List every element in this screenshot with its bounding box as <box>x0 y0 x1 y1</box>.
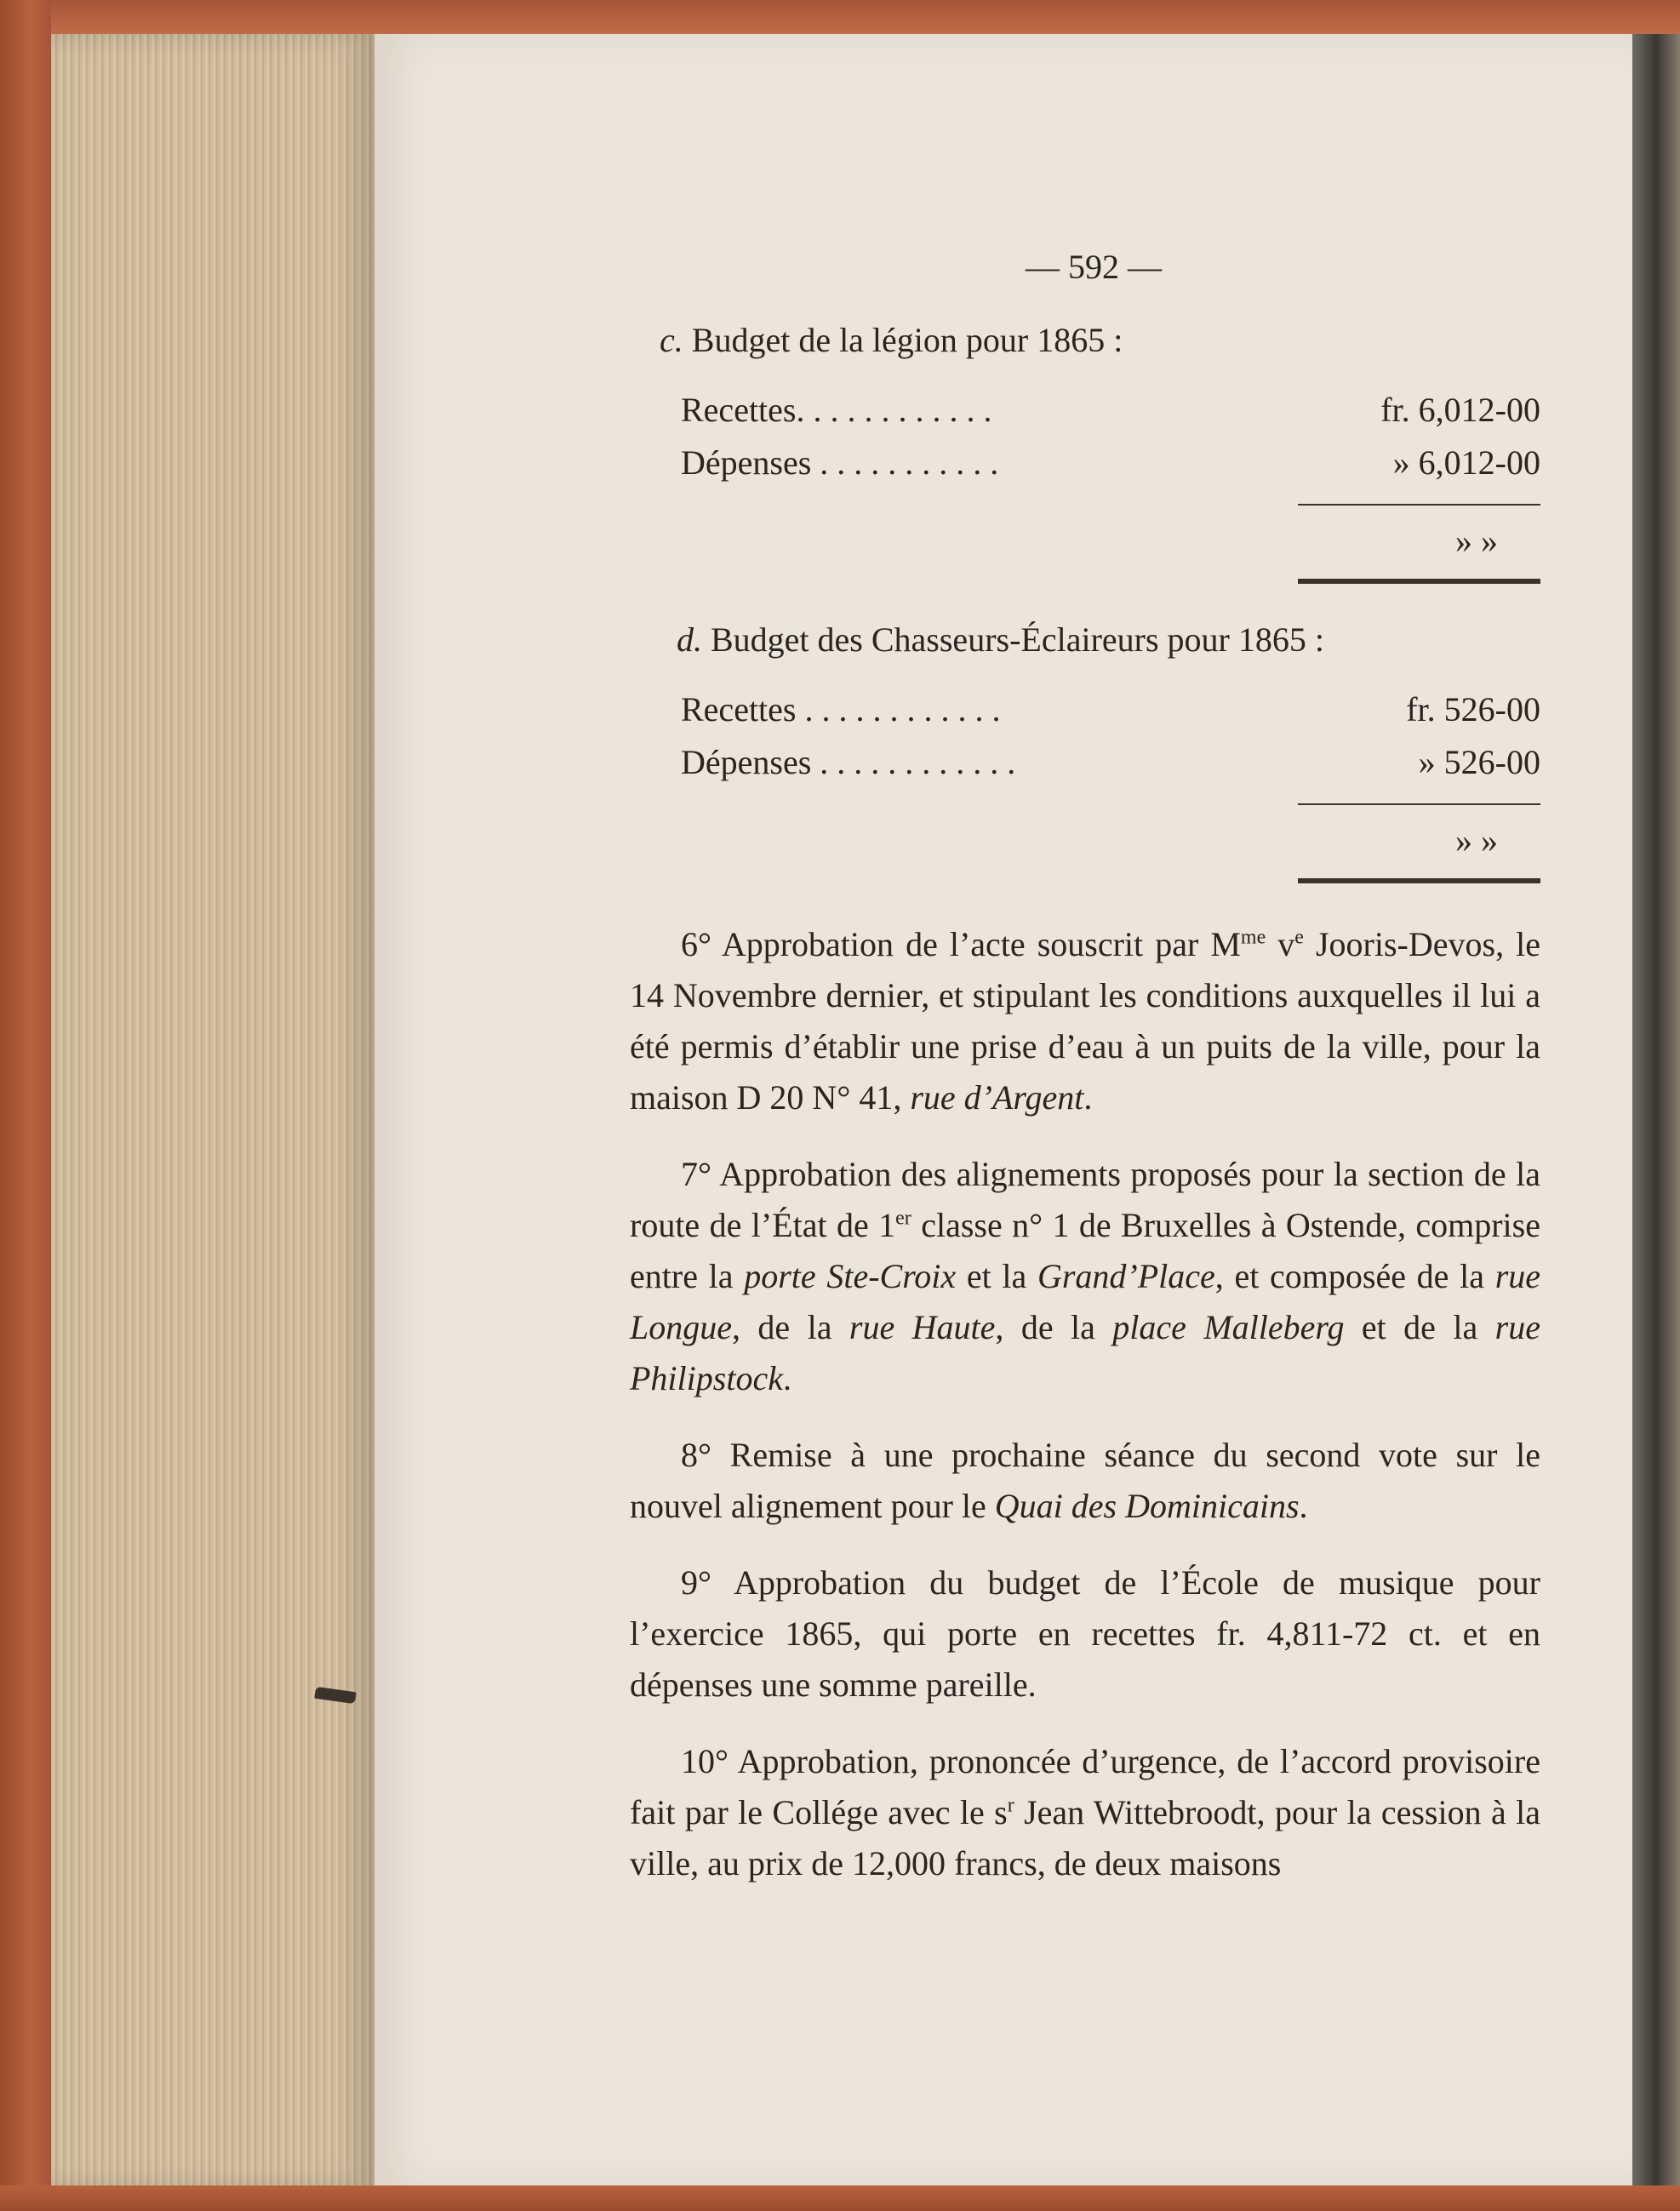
p7-text-g: et de la <box>1344 1308 1495 1346</box>
p7-text-h: . <box>782 1359 791 1397</box>
p9-text-a: 9° Approbation du budget de l’École de musique pour l’exercice 1865, qui porte en recettes fr. 4,811-72 ct. et en dépenses une somme pareille. <box>630 1563 1540 1704</box>
budget-d-double-rule <box>1298 878 1540 883</box>
p10-sup-r: r <box>1007 1794 1014 1817</box>
p10-text-b: Jean Wittebroodt, pour la cession à la ville, au prix de 12,000 francs, de deux maisons <box>630 1793 1540 1882</box>
budget-c-double-rule <box>1298 579 1540 584</box>
p8-text-a: 8° Remise à une prochaine séance du second vote sur le nouvel alignement pour le <box>630 1436 1540 1525</box>
budget-d-total: » » <box>1455 821 1498 860</box>
p6-text-c: Jooris-Devos, le 14 Novembre dernier, et stipulant les conditions auxquelles il lui a été permis d’établir une prise d’eau à un puits de la ville, pour la maison D 20 N° 41, <box>630 925 1540 1117</box>
book-cover-top <box>0 0 1680 34</box>
budget-c-total: » » <box>1455 522 1498 560</box>
p7-italic-porte: porte Ste-Croix <box>744 1257 957 1295</box>
p7-italic-longue: rue Longue <box>630 1257 1541 1346</box>
book-cover-bottom <box>0 2185 1680 2211</box>
budget-c-letter: c. <box>660 321 683 359</box>
paragraph-7 <box>630 1149 1540 1404</box>
budget-d-heading <box>677 620 1324 660</box>
row-amount <box>1406 689 1540 729</box>
p7-text-e: , de la <box>732 1308 849 1346</box>
row-value: 6,012-00 <box>1418 443 1540 482</box>
paragraph-9 <box>630 1557 1540 1711</box>
p7-text-d: , et composée de la <box>1214 1257 1495 1295</box>
book-cover-left <box>0 0 51 2211</box>
p6-text-b: v <box>1266 925 1295 963</box>
p8-text-b: . <box>1299 1487 1308 1525</box>
paragraph-10 <box>630 1736 1540 1889</box>
page-number: — 592 — <box>1026 248 1162 286</box>
budget-c-row-depenses <box>681 443 1540 483</box>
book-gutter-right <box>1632 34 1680 2187</box>
budget-d-sum-rule <box>1298 803 1540 805</box>
budget-d-row-depenses <box>681 742 1540 782</box>
p6-text-a: 6° Approbation de l’acte souscrit par M <box>681 925 1241 963</box>
row-currency: fr. <box>1406 690 1436 728</box>
budget-d-row-recettes <box>681 689 1540 729</box>
row-currency: » <box>1418 743 1436 781</box>
p7-text-f: , de la <box>995 1308 1113 1346</box>
p10-text-a: 10° Approbation, prononcée d’urgence, de l’accord provisoire fait par le Collége avec le s <box>630 1742 1540 1831</box>
row-currency: fr. <box>1380 391 1410 429</box>
budget-c-title: Budget de la légion pour 1865 : <box>691 321 1123 359</box>
page-edges <box>51 34 374 2187</box>
budget-d-letter: d. <box>677 620 702 659</box>
row-value: 526-00 <box>1443 743 1540 781</box>
row-amount <box>1393 443 1540 483</box>
p7-text-b: classe n° 1 de Bruxelles à Ostende, comprise entre la <box>630 1206 1540 1295</box>
paragraph-6 <box>630 919 1540 1123</box>
row-label: Recettes . . . . . . . . . . . . <box>681 690 1001 728</box>
p6-sup-e: e <box>1294 926 1304 949</box>
row-label: Dépenses . . . . . . . . . . . <box>681 443 999 482</box>
row-label: Recettes. . . . . . . . . . . . <box>681 391 992 429</box>
budget-c-row-recettes <box>681 390 1540 430</box>
p7-italic-haute: rue Haute <box>849 1308 996 1346</box>
p6-sup-me: me <box>1240 926 1266 949</box>
budget-c-sum-rule <box>1298 504 1540 506</box>
p7-text-a: 7° Approbation des alignements proposés pour la section de la route de l’État de 1 <box>630 1155 1540 1244</box>
p8-italic-quai: Quai des Dominicains <box>994 1487 1300 1525</box>
budget-d-title: Budget des Chasseurs-Éclaireurs pour 1865 : <box>711 620 1324 659</box>
budget-c-heading <box>660 320 1123 360</box>
p7-italic-malleberg: place Malleberg <box>1112 1308 1345 1346</box>
row-amount <box>1419 742 1540 782</box>
p6-italic-street: rue d’Argent <box>910 1078 1084 1117</box>
row-currency: » <box>1392 443 1410 482</box>
row-value: 526-00 <box>1443 690 1540 728</box>
row-label: Dépenses . . . . . . . . . . . . <box>681 743 1016 781</box>
p6-text-d: . <box>1083 1078 1093 1117</box>
paragraph-8 <box>630 1430 1540 1532</box>
row-amount <box>1380 390 1540 430</box>
p7-italic-grandplace: Grand’Place <box>1037 1257 1215 1295</box>
p7-sup-er: er <box>895 1207 911 1230</box>
p7-italic-philipstock: rue Philipstock <box>630 1308 1540 1397</box>
p7-text-c: et la <box>956 1257 1037 1295</box>
row-value: 6,012-00 <box>1418 391 1540 429</box>
